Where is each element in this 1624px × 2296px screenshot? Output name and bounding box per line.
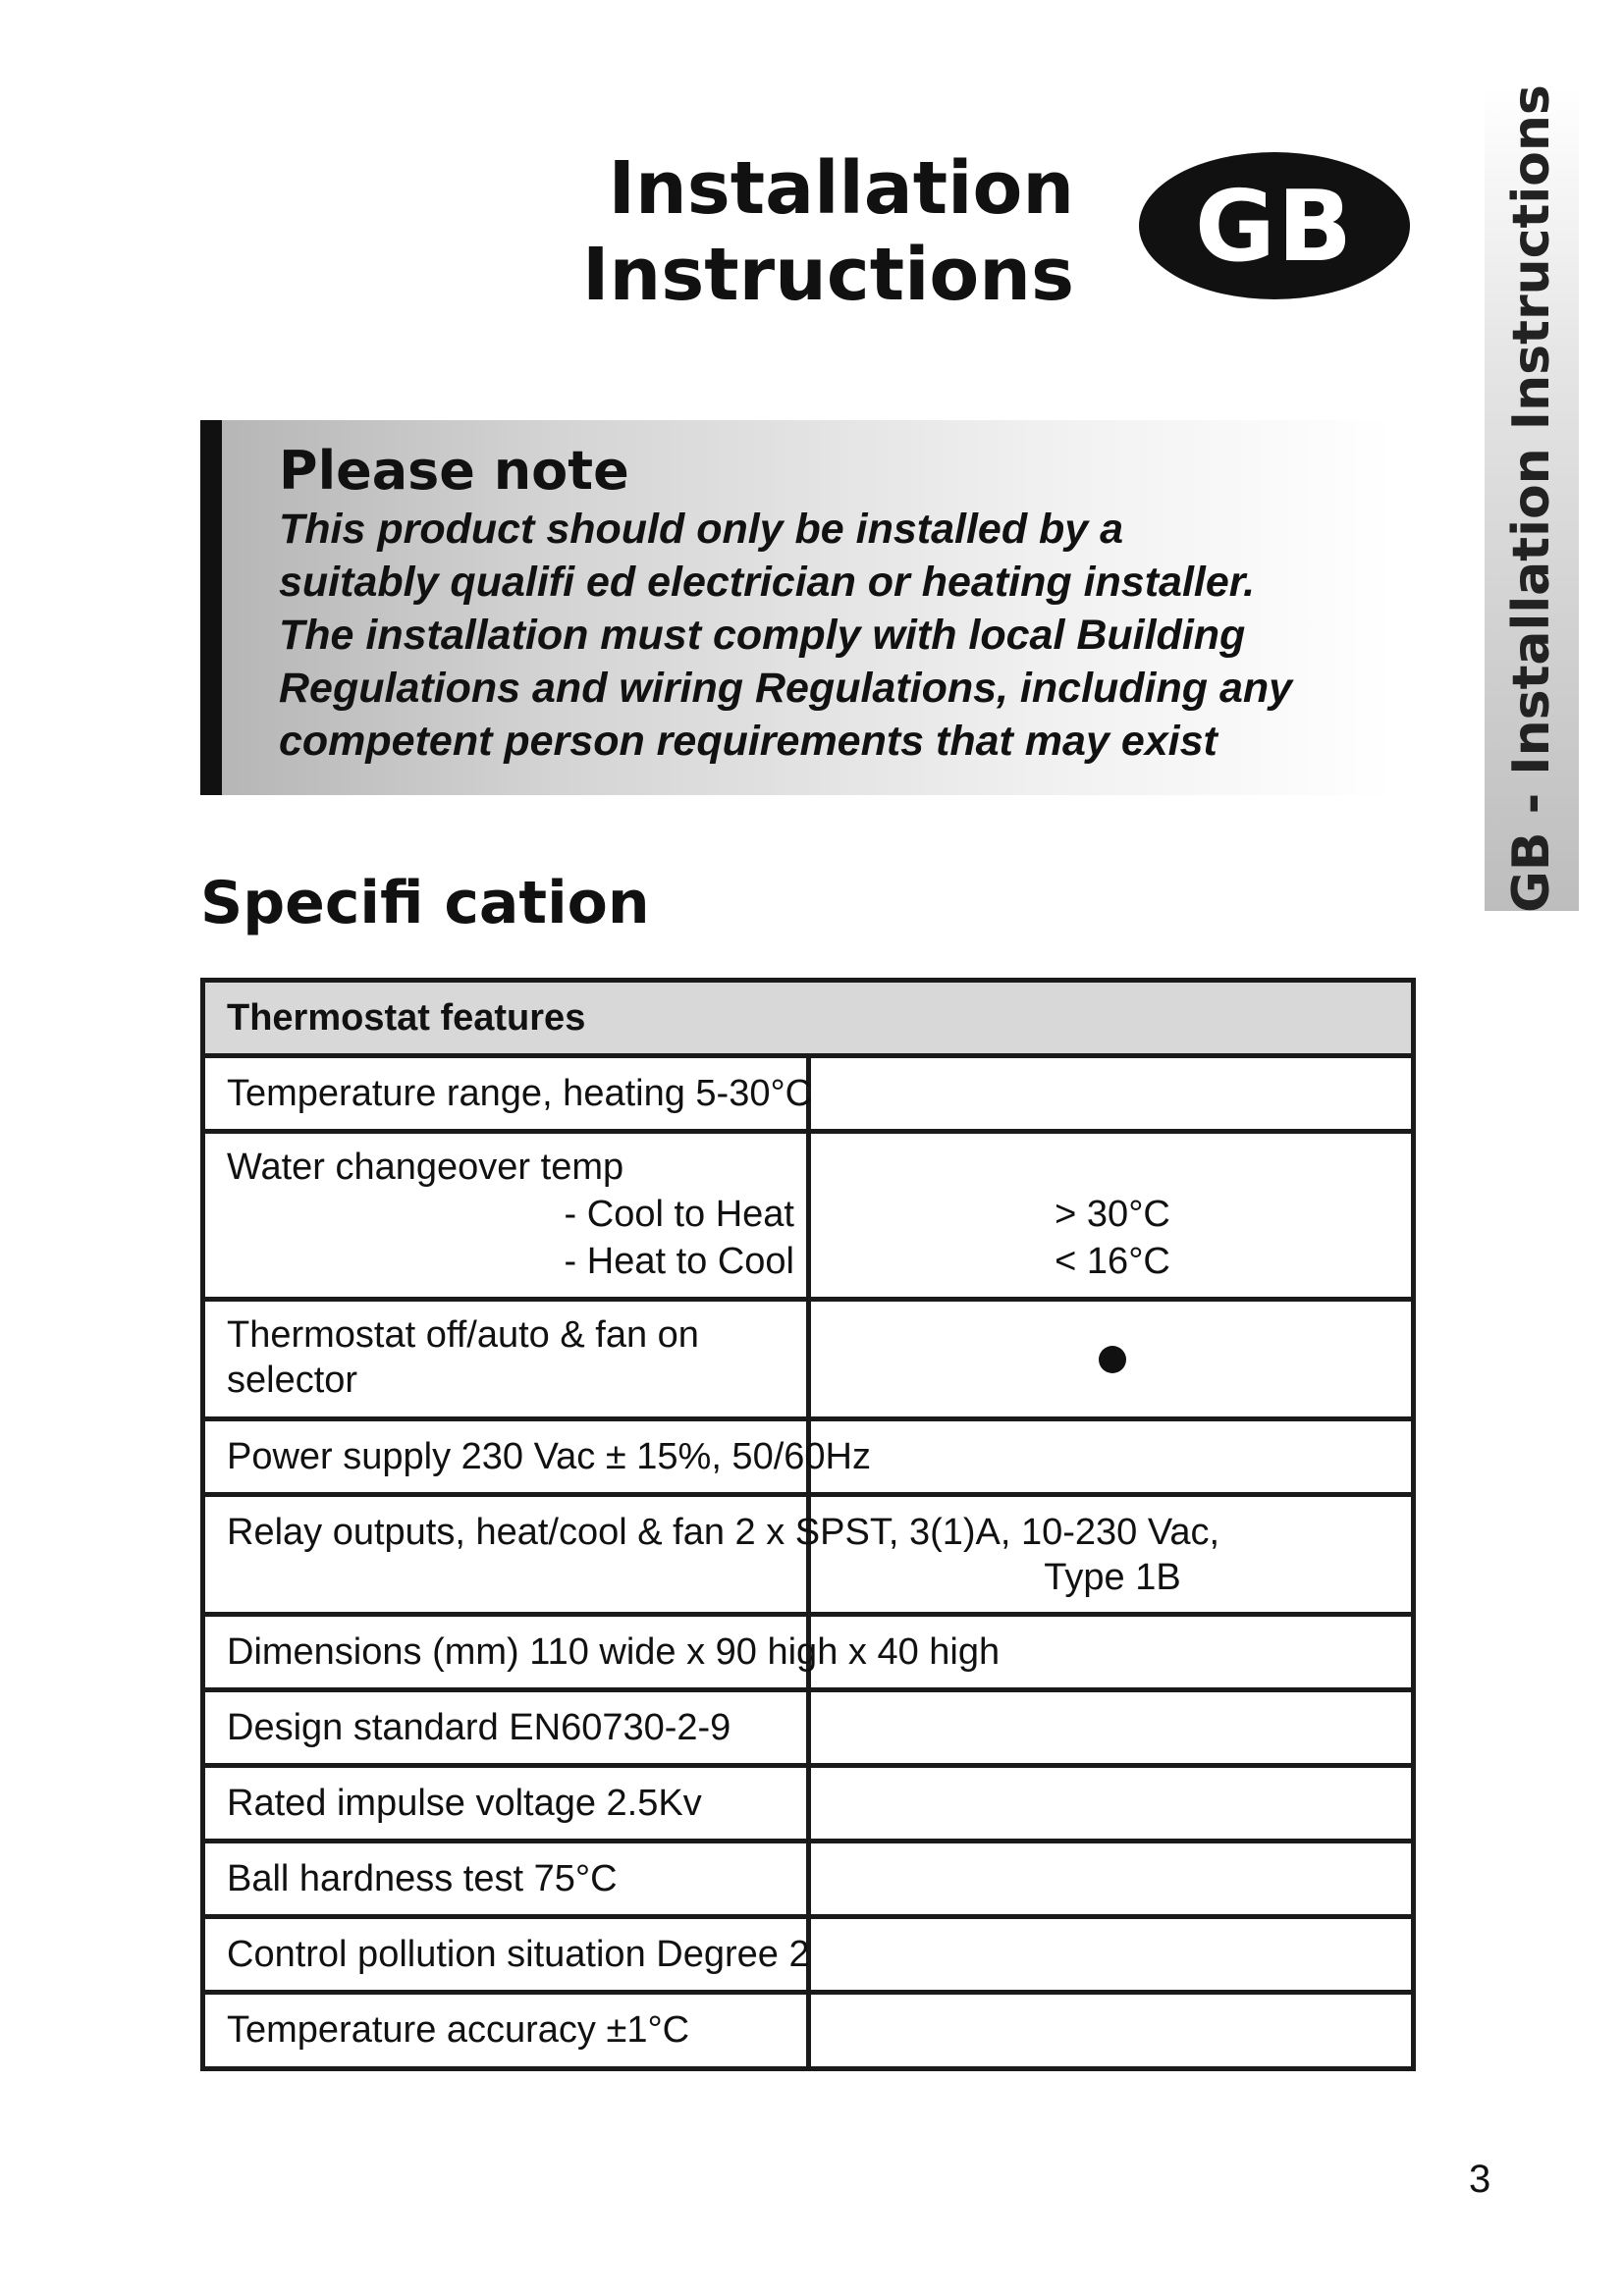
- note-line: Regulations and wiring Regulations, including any: [279, 665, 1293, 712]
- cool-to-heat-label: - Cool to Heat: [564, 1194, 794, 1235]
- note-line: competent person requirements that may exist: [279, 718, 1218, 765]
- relay-label-line-2: Type 1B: [1044, 1557, 1181, 1598]
- vertical-divider: [806, 1995, 811, 2071]
- note-body: [279, 503, 1379, 768]
- table-row: [205, 1416, 1411, 1492]
- note-line: suitably qualifi ed electrician or heating installer.: [279, 559, 1256, 606]
- selector-label-line-1: Thermostat off/auto & fan on: [227, 1314, 699, 1356]
- table-row: [205, 1687, 1411, 1763]
- water-changeover-label: Water changeover temp: [227, 1147, 624, 1188]
- specification-heading: Specifi cation: [200, 869, 650, 937]
- power-supply-label: Power supply 230 Vac ± 15%, 50/60Hz: [227, 1436, 871, 1477]
- gb-badge: GB: [1139, 152, 1410, 299]
- note-line: The installation must comply with local Building: [279, 612, 1246, 659]
- table-header-row: [205, 983, 1411, 1053]
- impulse-voltage-label: Rated impulse voltage 2.5Kv: [227, 1783, 702, 1824]
- table-row: [205, 1914, 1411, 1990]
- vertical-divider: [806, 1843, 811, 1914]
- note-line: This product should only be installed by a: [279, 506, 1124, 553]
- page-title: [582, 145, 1074, 318]
- side-tab: [1485, 86, 1579, 911]
- vertical-divider: [806, 1134, 811, 1297]
- table-row: [205, 1763, 1411, 1839]
- note-box: [200, 420, 1394, 795]
- dimensions-label: Dimensions (mm) 110 wide x 90 high x 40 high: [227, 1631, 1001, 1673]
- table-header-label: Thermostat features: [227, 997, 586, 1039]
- note-accent-bar: [200, 420, 222, 795]
- vertical-divider: [806, 1768, 811, 1839]
- bullet-icon: [1099, 1346, 1126, 1373]
- design-standard-label: Design standard EN60730-2-9: [227, 1707, 731, 1748]
- page-number: 3: [1469, 2158, 1491, 2201]
- vertical-divider: [806, 1692, 811, 1763]
- title-line-2: Instructions: [582, 233, 1074, 317]
- side-tab-label: GB - Installation Instructions: [1502, 84, 1561, 913]
- table-row: [205, 1839, 1411, 1914]
- cool-to-heat-value: > 30°C: [1055, 1194, 1170, 1235]
- ball-hardness-label: Ball hardness test 75°C: [227, 1858, 618, 1899]
- title-line-1: Installation: [608, 146, 1074, 231]
- table-row: [205, 1612, 1411, 1687]
- table-row: [205, 1492, 1411, 1612]
- table-row: [205, 1990, 1411, 2066]
- table-row: [205, 1053, 1411, 1129]
- vertical-divider: [806, 1302, 811, 1416]
- heat-to-cool-value: < 16°C: [1055, 1241, 1170, 1282]
- relay-label-line-1: Relay outputs, heat/cool & fan 2 x SPST, 3(1)A, 10-230 Vac,: [227, 1512, 1220, 1553]
- spec-table: [200, 978, 1416, 2071]
- temp-range-label: Temperature range, heating 5-30°C: [227, 1073, 813, 1114]
- table-row: [205, 1297, 1411, 1416]
- heat-to-cool-label: - Heat to Cool: [564, 1241, 794, 1282]
- note-heading: Please note: [279, 440, 629, 502]
- accuracy-label: Temperature accuracy ±1°C: [227, 2009, 690, 2051]
- pollution-label: Control pollution situation Degree 2: [227, 1934, 810, 1975]
- selector-label-line-2: selector: [227, 1360, 358, 1401]
- table-row: [205, 1129, 1411, 1297]
